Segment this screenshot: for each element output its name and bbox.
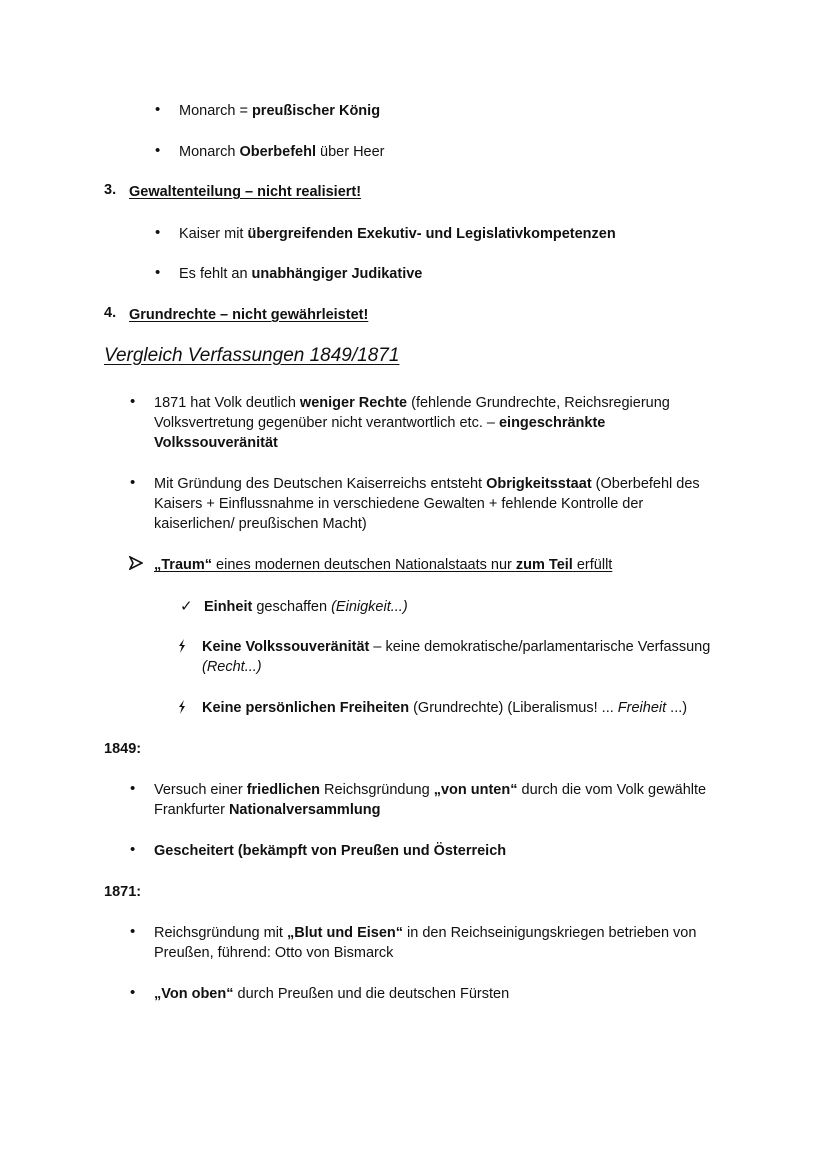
bullet-icon: • bbox=[130, 393, 136, 410]
list-item: Gescheitert (bekämpft von Preußen und Österreich bbox=[154, 843, 507, 859]
list-item: Reichsgründung mit „Blut und Eisen“ in den Reichseinigungskriegen betrieben von Preußen, führend: Otto von Bismarck bbox=[154, 925, 697, 961]
bullet-icon: • bbox=[155, 142, 161, 159]
list-item: Mit Gründung des Deutschen Kaiserreichs entsteht Obrigkeitsstaat (Oberbefehl des Kaisers + Einflussnahme in verschiedene Gewalten + fehlende Kontrolle der kaiserlichen/ preußischen Macht) bbox=[154, 476, 700, 532]
bullet-icon: • bbox=[130, 474, 136, 491]
list-item: Monarch Oberbefehl über Heer bbox=[179, 144, 385, 160]
list-item: „Traum“ eines modernen deutschen Nationalstaats nur zum Teil erfüllt bbox=[154, 557, 613, 573]
list-item: Keine persönlichen Freiheiten (Grundrechte) (Liberalismus! ... Freiheit ...) bbox=[202, 700, 688, 716]
list-item: Kaiser mit übergreifenden Exekutiv- und Legislativkompetenzen bbox=[179, 226, 616, 242]
section-title: Gewaltenteilung – nicht realisiert! bbox=[129, 184, 362, 200]
year-label-1871: 1871: bbox=[104, 884, 142, 900]
bullet-icon: • bbox=[155, 224, 161, 241]
year-label-1849: 1849: bbox=[104, 741, 142, 757]
list-item: Versuch einer friedlichen Reichsgründung „von unten“ durch die vom Volk gewählte Frankfurter Nationalversammlung bbox=[154, 782, 707, 818]
list-item: Einheit geschaffen (Einigkeit...) bbox=[204, 599, 408, 615]
bullet-icon: • bbox=[130, 984, 136, 1001]
list-item: „Von oben“ durch Preußen und die deutschen Fürsten bbox=[154, 986, 510, 1002]
list-item: 1871 hat Volk deutlich weniger Rechte (fehlende Grundrechte, Reichsregierung Volksvertretung gegenüber nicht verantwortlich etc. – eingeschränkte Volkssouveränität bbox=[154, 395, 670, 451]
arrow-icon bbox=[129, 556, 143, 573]
bullet-icon: • bbox=[130, 780, 136, 797]
bullet-icon: • bbox=[155, 264, 161, 281]
list-item: Keine Volkssouveränität – keine demokratische/parlamentarische Verfassung (Recht...) bbox=[202, 639, 711, 675]
bullet-icon: • bbox=[155, 101, 161, 118]
list-item: Es fehlt an unabhängiger Judikative bbox=[179, 266, 423, 282]
lightning-icon bbox=[177, 700, 187, 717]
list-item: Monarch = preußischer König bbox=[179, 103, 381, 119]
bullet-icon: • bbox=[130, 923, 136, 940]
section-number: 4. bbox=[104, 305, 117, 321]
bullet-icon: • bbox=[130, 841, 136, 858]
section-number: 3. bbox=[104, 182, 117, 198]
comparison-heading: Vergleich Verfassungen 1849/1871 bbox=[104, 345, 400, 366]
lightning-icon bbox=[177, 639, 187, 656]
section-title: Grundrechte – nicht gewährleistet! bbox=[129, 307, 369, 323]
checkmark-icon: ✓ bbox=[180, 598, 193, 615]
